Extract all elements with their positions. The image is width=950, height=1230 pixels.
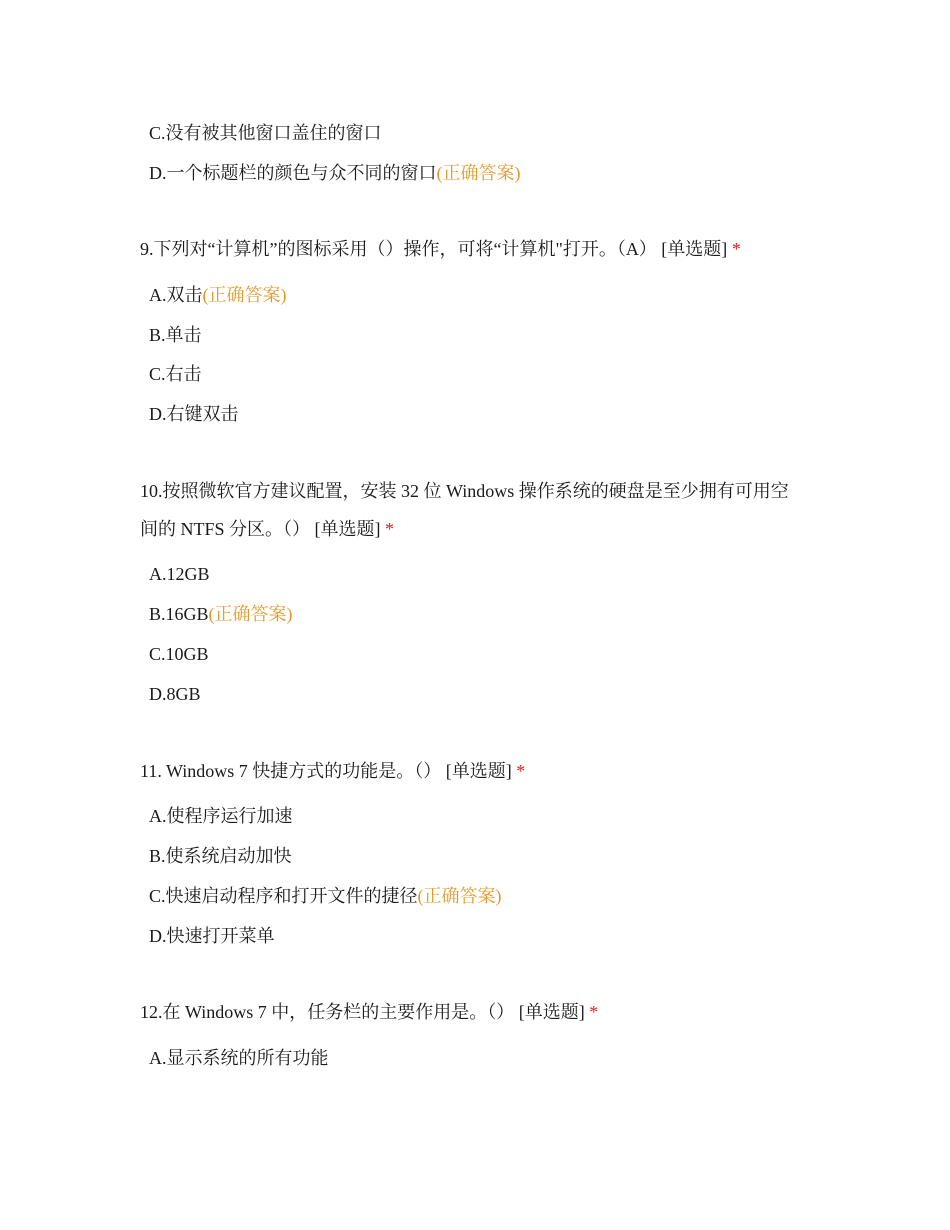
- q10-stem-line2: [140, 517, 394, 541]
- option-text: D.快速打开菜单: [149, 926, 275, 946]
- q9-option-b: [149, 323, 202, 347]
- q11-option-d: [149, 924, 275, 948]
- option-text: D.一个标题栏的颜色与众不同的窗口: [149, 163, 437, 183]
- q9-option-d: [149, 402, 239, 426]
- option-text: A.使程序运行加速: [149, 806, 293, 826]
- q11-option-c: [149, 884, 502, 908]
- q12-option-a: [149, 1046, 329, 1070]
- q10-option-c: [149, 642, 209, 666]
- option-text: D.右键双击: [149, 404, 239, 424]
- correct-answer-tag: (正确答案): [208, 604, 293, 624]
- q11-stem: [140, 759, 525, 783]
- question-text: 10.按照微软官方建议配置，安装 32 位 Windows 操作系统的硬盘是至少拥有可用空: [140, 481, 789, 501]
- option-text: A.双击: [149, 285, 203, 305]
- required-mark: *: [731, 239, 741, 259]
- q10-option-b: [149, 602, 293, 626]
- q8-option-d: [149, 161, 521, 185]
- q8-option-c: [149, 121, 382, 145]
- question-text: 9.下列对“计算机”的图标采用（）操作，可将“计算机"打开。（A） [单选题]: [140, 239, 728, 259]
- option-text: B.使系统启动加快: [149, 846, 292, 866]
- q12-stem: [140, 1000, 598, 1024]
- q10-stem-line1: [140, 479, 789, 503]
- q11-option-b: [149, 844, 292, 868]
- option-text: C.10GB: [149, 644, 209, 664]
- option-text: C.右击: [149, 364, 202, 384]
- q11-option-a: [149, 804, 293, 828]
- q9-option-c: [149, 362, 202, 386]
- option-text: B.16GB: [149, 604, 209, 624]
- q9-stem: [140, 237, 741, 261]
- option-text: A.显示系统的所有功能: [149, 1048, 329, 1068]
- question-text: 间的 NTFS 分区。（） [单选题]: [140, 519, 381, 539]
- required-mark: *: [385, 519, 395, 539]
- q10-option-a: [149, 562, 210, 586]
- option-text: D.8GB: [149, 684, 201, 704]
- required-mark: *: [516, 761, 526, 781]
- q10-option-d: [149, 682, 201, 706]
- question-text: 12.在 Windows 7 中，任务栏的主要作用是。（） [单选题]: [140, 1002, 585, 1022]
- option-text: C.快速启动程序和打开文件的捷径: [149, 886, 418, 906]
- question-text: 11. Windows 7 快捷方式的功能是。（） [单选题]: [140, 761, 512, 781]
- q9-option-a: [149, 283, 287, 307]
- correct-answer-tag: (正确答案): [417, 886, 502, 906]
- correct-answer-tag: (正确答案): [436, 163, 521, 183]
- correct-answer-tag: (正确答案): [202, 285, 287, 305]
- option-text: A.12GB: [149, 564, 210, 584]
- required-mark: *: [589, 1002, 599, 1022]
- option-text: C.没有被其他窗口盖住的窗口: [149, 123, 382, 143]
- option-text: B.单击: [149, 325, 202, 345]
